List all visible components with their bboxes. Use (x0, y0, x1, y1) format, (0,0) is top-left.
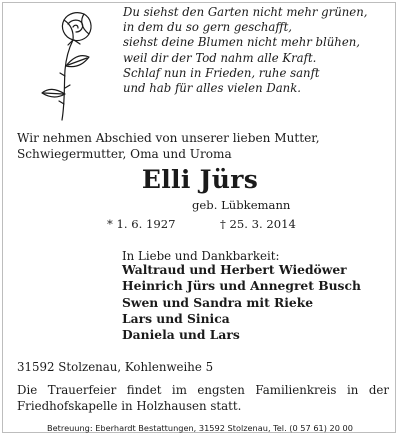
death-date: † 25. 3. 2014 (220, 217, 296, 231)
poem-line: und hab für alles vielen Dank. (123, 81, 301, 96)
intro-text: Wir nehmen Abschied von unserer lieben Mutter, Schwiegermutter, Oma und Uroma (17, 131, 320, 161)
mourner-name: Swen und Sandra mit Rieke (122, 294, 314, 310)
deceased-name: Elli Jürs (141, 165, 259, 194)
mourners-list (122, 262, 392, 343)
poem-line: Schlaf nun in Frieden, ruhe sanft (123, 65, 320, 80)
poem (123, 5, 393, 96)
poem-line: Du siehst den Garten nicht mehr grünen, (123, 5, 368, 19)
mourner-name: Lars und Sinica (122, 310, 230, 326)
rose-icon (18, 4, 114, 122)
maiden-name: geb. Lübkemann (192, 198, 291, 212)
mourner-name: Daniela und Lars (122, 327, 240, 343)
poem-line: weil dir der Tod nahm alle Kraft. (123, 50, 317, 65)
address: 31592 Stolzenau, Kohlenweihe 5 (17, 360, 214, 374)
birth-date: * 1. 6. 1927 (107, 217, 176, 231)
funeral-home-footer: Betreuung: Eberhardt Bestattungen, 31592 Stolzenau, Tel. (0 57 61) 20 00 (47, 423, 353, 433)
poem-line: in dem du so gern geschafft, (123, 20, 293, 35)
mourner-name: Heinrich Jürs und Annegret Busch (122, 278, 361, 294)
mourner-name: Waltraud und Herbert Wiedöwer (122, 262, 347, 277)
poem-line: siehst deine Blumen nicht mehr blühen, (123, 35, 360, 50)
service-notice: Die Trauerfeier findet im engsten Familienkreis in der Friedhofskapelle in Holzhausen statt. (17, 383, 389, 413)
mourners-heading: In Liebe und Dankbarkeit: (122, 249, 280, 263)
